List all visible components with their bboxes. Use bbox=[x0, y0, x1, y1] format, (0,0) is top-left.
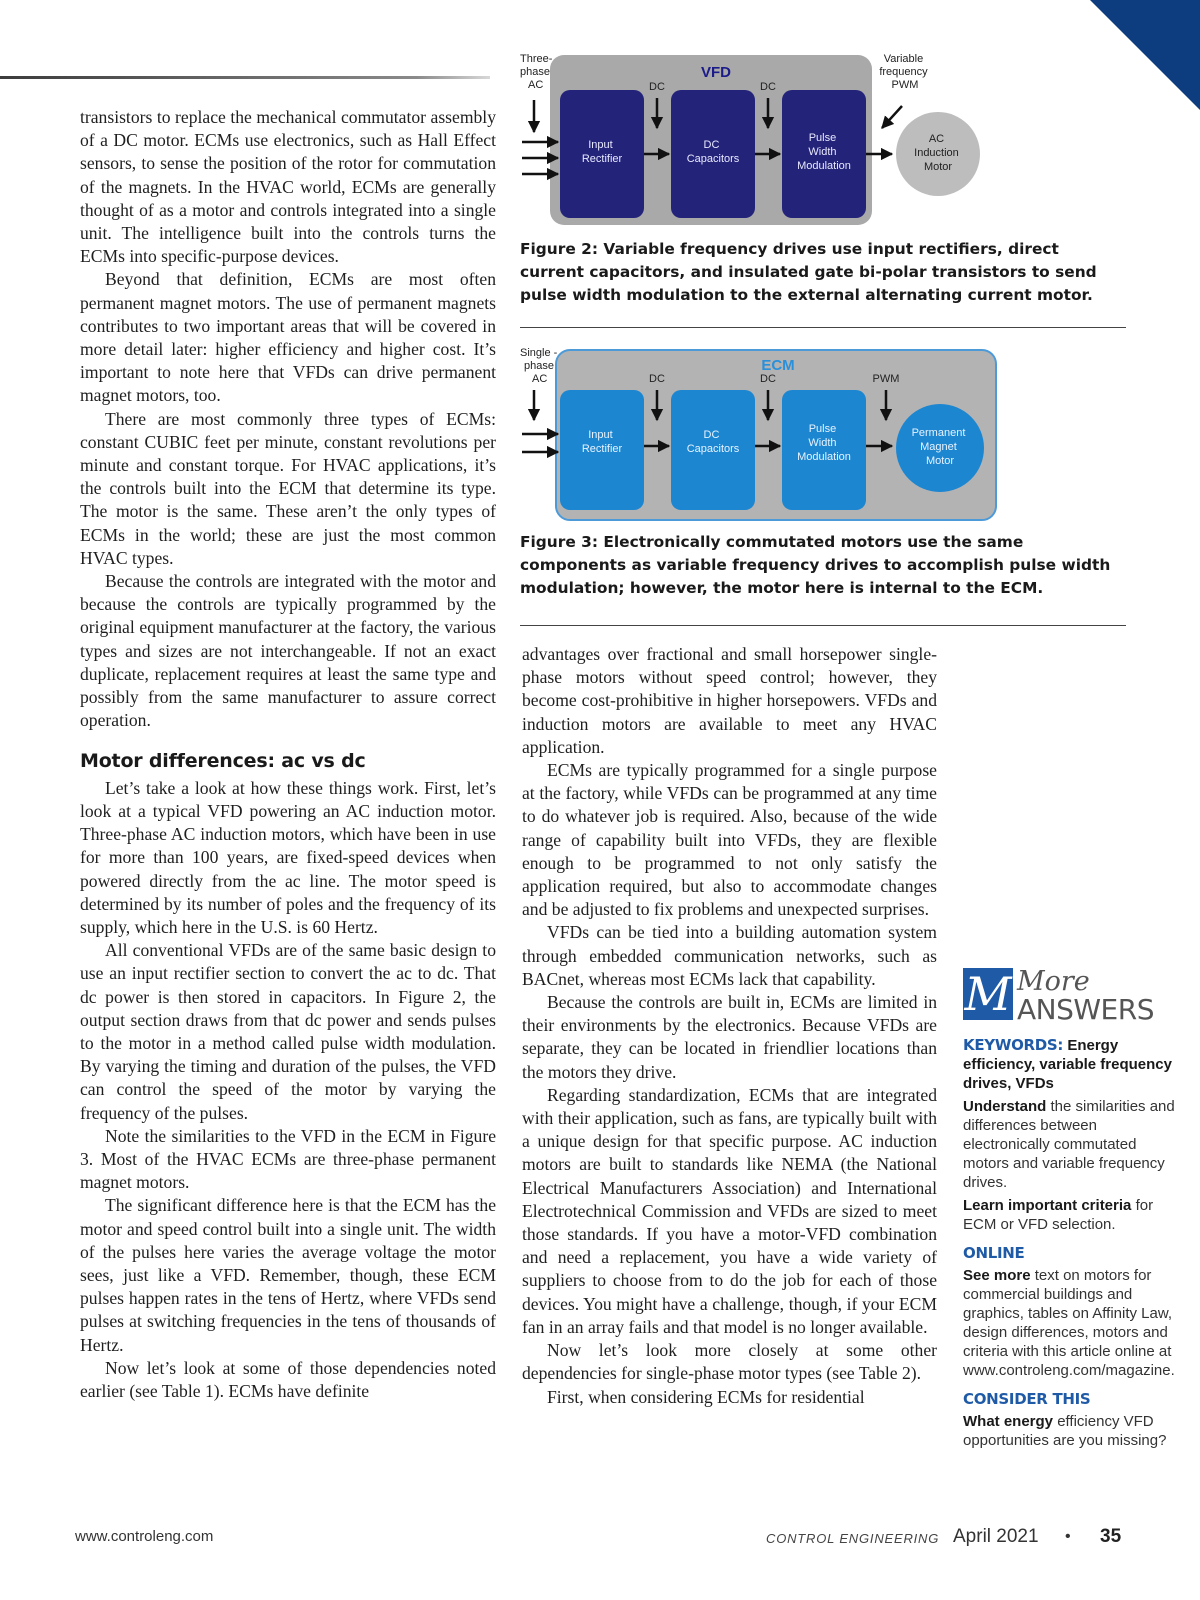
pwm-block-label: Pulse Width Modulation bbox=[797, 423, 851, 463]
more-answers-logo bbox=[963, 968, 1185, 1028]
online-heading: ONLINE bbox=[963, 1244, 1025, 1262]
sidebar-item-bold: Learn important criteria bbox=[963, 1197, 1132, 1214]
paragraph: Let’s take a look at how these things work. First, let’s look at a typical VFD powering an AC induction motor. Three-phase AC induction motors, which have been in use for more than 100 years, are fixed-speed devices when powered directly from the ac line. The motor speed is determined by its number of poles and the frequency of its supply, which here in the U.S. is 60 Hertz. bbox=[80, 777, 496, 937]
sidebar-item-text: for ECM or VFD selection. bbox=[963, 1197, 1154, 1233]
page-number: 35 bbox=[1100, 1526, 1122, 1547]
ecm-title: ECM bbox=[761, 357, 795, 374]
pwm-label: PWM bbox=[872, 373, 900, 385]
pwm-arrow bbox=[882, 106, 902, 128]
sidebar-item bbox=[963, 1266, 1185, 1380]
consider-heading: CONSIDER THIS bbox=[963, 1390, 1091, 1408]
figure-3-caption: Figure 3: Electronically commutated motors use the same components as variable frequency drives to accomplish pulse width modulation; however, the motor here is internal to the ECM. bbox=[520, 533, 1111, 597]
figure-3 bbox=[520, 348, 1126, 600]
dc-label: DC bbox=[760, 373, 776, 385]
logo-answers: ANSWERS bbox=[1017, 993, 1154, 1026]
vfd-title: VFD bbox=[701, 64, 731, 81]
input-label: Three- phase AC bbox=[520, 53, 553, 91]
sidebar-item-text: efficiency VFD opportunities are you missing? bbox=[963, 1413, 1167, 1449]
footer-url[interactable]: www.controleng.com bbox=[75, 1528, 214, 1545]
logo-letter: M bbox=[964, 967, 1012, 1021]
left-column bbox=[80, 106, 496, 1403]
paragraph: All conventional VFDs are of the same basic design to use an input rectifier section to convert the ac to dc. That dc power is then stored in capacitors. In Figure 2, the output section draws from that dc power and sends pulses to the motor in a method called pulse width modulation. By varying the timing and duration of the pulses, the VFD can control the speed of the motor by varying the frequency of the pulses. bbox=[80, 940, 496, 1123]
output-label: Variable frequency PWM bbox=[879, 53, 928, 91]
footer-magazine: CONTROL ENGINEERING bbox=[766, 1531, 940, 1546]
dc-label: DC bbox=[760, 81, 776, 93]
keywords bbox=[963, 1036, 1185, 1093]
capacitors-label: DC Capacitors bbox=[686, 139, 740, 165]
paragraph: First, when considering ECMs for residential bbox=[547, 1386, 865, 1407]
paragraph: Regarding standardization, ECMs that are integrated with their application, such as fans, are typically built with a unique design for that specific purpose. AC induction motors are built to standards like NEMA (the National Electrical Manufacturers Association) and International Electrotechnical Commission and VFDs are sized to meet those standards. If you have a motor-VFD combination and need a replacement, you have a wide variety of suppliers to choose from to do the job for each of those devices. You might have a challenge, though, if your ECM fan in an array fails and that model is no longer available. bbox=[522, 1084, 937, 1337]
paragraph: transistors to replace the mechanical commutator assembly of a DC motor. ECMs use electronics, such as Hall Effect sensors, to sense the position of the rotor for commutation of the magnets. In the HVAC world, ECMs are generally thought of as a motor and controls integrated into a single unit. The intelligence built into the controls turns the ECMs into specific-purpose devices. bbox=[80, 107, 496, 267]
paragraph: ECMs are typically programmed for a single purpose at the factory, while VFDs can be programmed at any time to do whatever job is required. Also, because of the wide range of capability built into VFDs, they are flexible enough to be programmed to not only satisfy the application required, but also to accommodate changes and be adjusted to fix problems and unexpected surprises. bbox=[522, 760, 937, 920]
sidebar-item-text: the similarities and differences between electronically commutated motors and variable frequency drives. bbox=[963, 1098, 1175, 1191]
divider bbox=[520, 625, 1126, 626]
section-heading: Motor differences: ac vs dc bbox=[80, 750, 366, 773]
pwm-block-label: Pulse Width Modulation bbox=[797, 132, 851, 172]
paragraph: The significant difference here is that the ECM has the motor and speed control built into a single unit. The width of the pulses here varies the average voltage the motor sees, just like a VFD. Remember, though, these ECM pulses happen rates in the tens of Hertz, where VFDs send pulses at switching frequencies in the tens of thousands of Hertz. bbox=[80, 1195, 496, 1355]
sidebar-item bbox=[963, 1412, 1185, 1450]
keywords-text: Energy efficiency, variable frequency drives, VFDs bbox=[963, 1037, 1172, 1092]
vfd-diagram bbox=[520, 50, 1126, 230]
footer-date: April 2021 bbox=[953, 1526, 1039, 1547]
sidebar-item-bold: Understand bbox=[963, 1098, 1047, 1115]
paragraph: Beyond that definition, ECMs are most often permanent magnet motors. The use of permanent magnets contributes to two important areas that will be covered in more detail later: higher efficiency and higher cost. It’s important to note here that VFDs can drive permanent magnet motors, too. bbox=[80, 269, 496, 406]
paragraph: Now let’s look more closely at some other dependencies for single-phase motor types (see Table 2). bbox=[522, 1340, 937, 1384]
divider bbox=[520, 327, 1126, 328]
rectifier-label: Input Rectifier bbox=[581, 429, 623, 455]
middle-column bbox=[522, 643, 937, 1409]
input-label: Single - phase AC bbox=[520, 348, 558, 385]
paragraph: Note the similarities to the VFD in the ECM in Figure 3. Most of the HVAC ECMs are three-phase permanent magnet motors. bbox=[80, 1125, 496, 1193]
header-rule bbox=[0, 76, 490, 79]
dc-label: DC bbox=[649, 81, 665, 93]
figure-2-caption: Figure 2: Variable frequency drives use input rectifiers, direct current capacitors, and insulated gate bi-polar transistors to send pulse width modulation to the external alternating current motor. bbox=[520, 240, 1097, 304]
dc-label: DC bbox=[649, 373, 665, 385]
sidebar-item-text: text on motors for commercial buildings and graphics, tables on Affinity Law, design differences, motors and criteria with this article online at www.controleng.com/magazine. bbox=[963, 1267, 1175, 1379]
logo-more: More bbox=[1017, 966, 1090, 997]
pwm-block bbox=[782, 390, 866, 510]
motor-label: AC Induction Motor bbox=[914, 133, 959, 173]
ecm-diagram bbox=[520, 348, 1126, 523]
paragraph: advantages over fractional and small horsepower single-phase motors without speed control; however, they become cost-prohibitive in higher horsepowers. VFDs and induction motors are available to meet any HVAC application. bbox=[522, 644, 937, 757]
paragraph: Now let’s look at some of those dependencies noted earlier (see Table 1). ECMs have definite bbox=[80, 1357, 496, 1401]
sidebar-item bbox=[963, 1097, 1185, 1192]
figure-2 bbox=[520, 50, 1126, 307]
keywords-label: KEYWORDS: bbox=[963, 1036, 1064, 1054]
sidebar-item-bold: What energy bbox=[963, 1413, 1054, 1430]
motor-label: Permanent Magnet Motor bbox=[911, 427, 966, 467]
more-answers-sidebar bbox=[963, 968, 1185, 1454]
footer-bullet: • bbox=[1065, 1528, 1071, 1545]
paragraph: VFDs can be tied into a building automation system through embedded communication networks, such as BACnet, whereas most ECMs lack that capability. bbox=[522, 922, 937, 989]
capacitors-label: DC Capacitors bbox=[686, 429, 740, 455]
sidebar-item bbox=[963, 1196, 1185, 1234]
rectifier-label: Input Rectifier bbox=[581, 139, 623, 165]
paragraph: Because the controls are built in, ECMs are limited in their environments by the electronics. Because VFDs are separate, they can be located in friendlier locations than the motors they drive. bbox=[522, 992, 937, 1082]
paragraph: There are most commonly three types of ECMs: constant CUBIC feet per minute, constant revolutions per minute and constant torque. For HVAC applications, it’s the controls built into the ECM that determine its type. The motor is the same. These aren’t the only types of ECMs in the world; these are just the most common HVAC types. bbox=[80, 408, 496, 568]
sidebar-item-bold: See more bbox=[963, 1267, 1031, 1284]
paragraph: Because the controls are integrated with the motor and because the controls are typically programmed by the original equipment manufacturer at the factory, the various types and sizes are not interchangeable. If not an exact duplicate, replacement requires at least the same type and possibly from the same manufacturer to assure correct operation. bbox=[80, 571, 496, 731]
